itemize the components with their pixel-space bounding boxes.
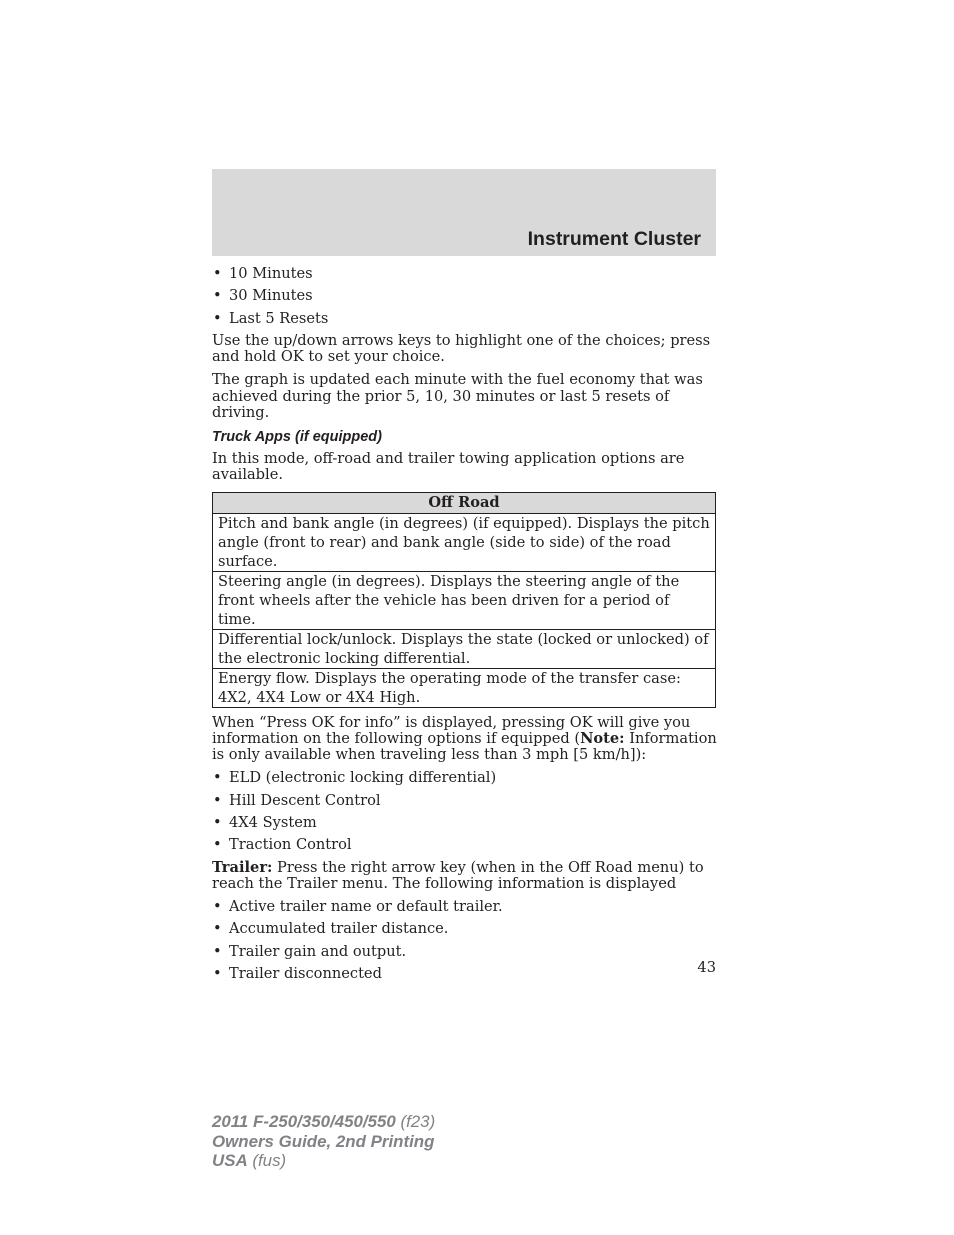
footer-printing: Owners Guide, 2nd Printing [212,1131,435,1151]
list-item: • Traction Control [212,837,718,853]
off-road-table [212,492,716,708]
footer-model-code: (f23) [395,1112,436,1131]
table-cell: Steering angle (in degrees). Displays the steering angle of the front wheels after the vehicle has been driven for a period of time. [213,571,716,629]
press-ok-note-text: Information is only available when traveling less than 3 mph [5 km/h]): [212,730,717,764]
trailer-info-list [212,899,718,982]
list-item: • Accumulated trailer distance. [212,921,718,937]
list-item: • 30 Minutes [212,288,718,304]
table-cell: Differential lock/unlock. Displays the state (locked or unlocked) of the electronic locking differential. [213,629,716,668]
table-row [213,668,716,707]
table-row [213,629,716,668]
chapter-header-band [212,169,716,256]
page-number: 43 [697,959,716,976]
paragraph-press-ok [212,715,718,764]
table-row [213,571,716,629]
list-item: • Hill Descent Control [212,793,718,809]
footer-line-model [212,1112,435,1132]
footer-line-printing [212,1132,435,1152]
footer-market-code: (fus) [247,1151,287,1170]
list-item: • Last 5 Resets [212,311,718,327]
page-content [212,266,718,988]
list-item: • Active trailer name or default trailer. [212,899,718,915]
list-item: • Trailer disconnected [212,966,718,982]
paragraph-graph: The graph is updated each minute with the fuel economy that was achieved during the prior 5, 10, 30 minutes or last 5 resets of driving. [212,371,703,421]
list-item: • 10 Minutes [212,266,718,282]
footer-model: 2011 F-250/350/450/550 [212,1112,396,1131]
footer-market: USA [212,1151,248,1170]
note-label: Note: [580,730,625,748]
paragraph-trailer [212,860,718,893]
document-footer [212,1112,435,1171]
section-heading-truck-apps: Truck Apps (if equipped) [212,429,382,446]
chapter-title: Instrument Cluster [527,228,701,250]
paragraph-truck-apps-intro: In this mode, off-road and trailer towing application options are available. [212,450,685,484]
footer-line-market [212,1151,435,1171]
list-item: • Trailer gain and output. [212,944,718,960]
trailer-label: Trailer: [212,858,273,876]
list-item: • 4X4 System [212,815,718,831]
press-ok-text: When “Press OK for info” is displayed, pressing OK will give you information on the following options if equipped ( [212,713,691,748]
table-header-off-road: Off Road [213,492,716,513]
table-cell: Pitch and bank angle (in degrees) (if equipped). Displays the pitch angle (front to rear) and bank angle (side to side) of the road surface. [213,513,716,571]
paragraph-choose: Use the up/down arrows keys to highlight one of the choices; press and hold OK to set your choice. [212,332,711,366]
trailer-text: Press the right arrow key (when in the Off Road menu) to reach the Trailer menu. The following information is displayed [212,858,704,892]
info-options-list [212,770,718,853]
table-row [213,513,716,571]
table-cell: Energy flow. Displays the operating mode of the transfer case: 4X2, 4X4 Low or 4X4 High. [213,668,716,707]
interval-list [212,266,718,327]
list-item: • ELD (electronic locking differential) [212,770,718,786]
